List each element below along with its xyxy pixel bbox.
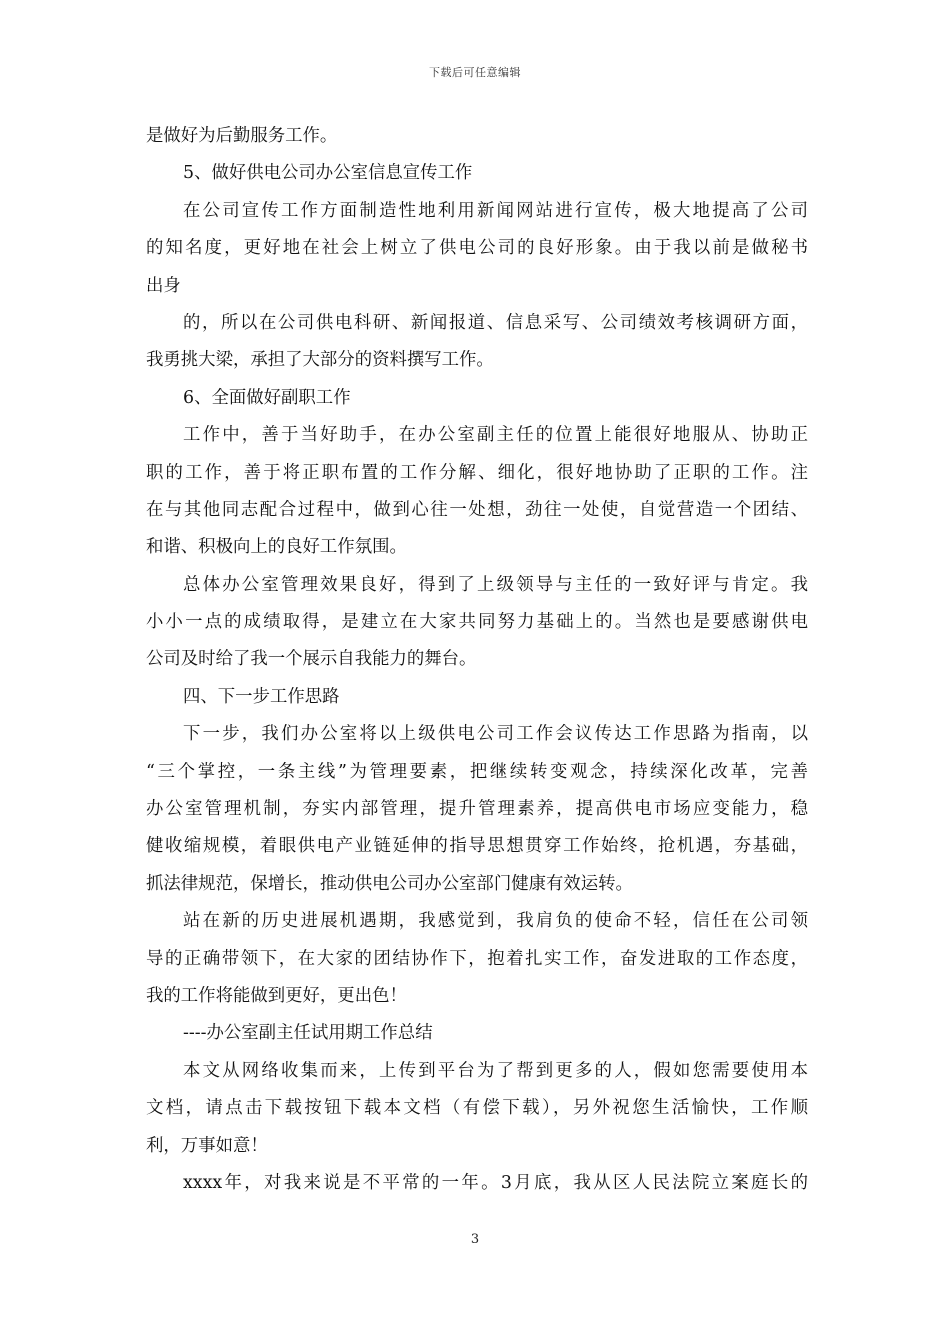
text-line: 四、下一步工作思路 <box>183 686 340 707</box>
text-line: 出身 <box>146 275 181 296</box>
text-line: 健收缩规模，着眼供电产业链延伸的指导思想贯穿工作始终，抢机遇，夯基础， <box>146 836 808 857</box>
text-line: 导的正确带领下，在大家的团结协作下，抱着扎实工作，奋发进取的工作态度， <box>146 948 808 969</box>
text-line: 5、做好供电公司办公室信息宣传工作 <box>183 163 473 184</box>
document-body <box>146 118 808 1202</box>
text-line: ----办公室副主任试用期工作总结 <box>183 1023 433 1044</box>
text-line: “三个掌控，一条主线”为管理要素，把继续转变观念，持续深化改革，完善 <box>146 761 808 782</box>
text-line: 公司及时给了我一个展示自我能力的舞台。 <box>146 649 477 670</box>
text-line: 职的工作，善于将正职布置的工作分解、细化，很好地协助了正职的工作。注 <box>146 462 808 483</box>
text-line: 我的工作将能做到更好，更出色！ <box>146 985 407 1006</box>
text-line: 文档，请点击下载按钮下载本文档（有偿下载），另外祝您生活愉快，工作顺 <box>146 1098 808 1119</box>
text-line: 下一步，我们办公室将以上级供电公司工作会议传达工作思路为指南，以 <box>183 724 808 745</box>
text-line: 的知名度，更好地在社会上树立了供电公司的良好形象。由于我以前是做秘书 <box>146 238 808 259</box>
text-line: xxxx年，对我来说是不平常的一年。3月底，我从区人民法院立案庭长的 <box>183 1172 808 1193</box>
page-header: 下载后可任意编辑 <box>429 66 521 79</box>
text-line: 办公室管理机制，夯实内部管理，提升管理素养，提高供电市场应变能力，稳 <box>146 799 808 820</box>
text-line: 利，万事如意！ <box>146 1135 268 1156</box>
text-line: 6、全面做好副职工作 <box>183 387 351 408</box>
text-line: 工作中，善于当好助手，在办公室副主任的位置上能很好地服从、协助正 <box>183 425 808 446</box>
text-line: 总体办公室管理效果良好，得到了上级领导与主任的一致好评与肯定。我 <box>183 574 808 595</box>
text-line: 抓法律规范，保增长，推动供电公司办公室部门健康有效运转。 <box>146 873 633 894</box>
text-line: 小小一点的成绩取得，是建立在大家共同努力基础上的。当然也是要感谢供电 <box>146 612 808 633</box>
text-line: 站在新的历史进展机遇期，我感觉到，我肩负的使命不轻，信任在公司领 <box>183 911 808 932</box>
text-line: 我勇挑大梁，承担了大部分的资料撰写工作。 <box>146 350 494 371</box>
text-line: 在公司宣传工作方面制造性地利用新闻网站进行宣传，极大地提高了公司 <box>183 200 808 221</box>
page-number: 3 <box>470 1232 480 1247</box>
text-line: 本文从网络收集而来，上传到平台为了帮到更多的人，假如您需要使用本 <box>183 1060 808 1081</box>
text-line: 的，所以在公司供电科研、新闻报道、信息采写、公司绩效考核调研方面， <box>183 312 808 333</box>
text-line: 是做好为后勤服务工作。 <box>146 126 338 146</box>
text-line: 在与其他同志配合过程中，做到心往一处想，劲往一处使，自觉营造一个团结、 <box>146 499 808 520</box>
text-line: 和谐、积极向上的良好工作氛围。 <box>146 537 407 558</box>
